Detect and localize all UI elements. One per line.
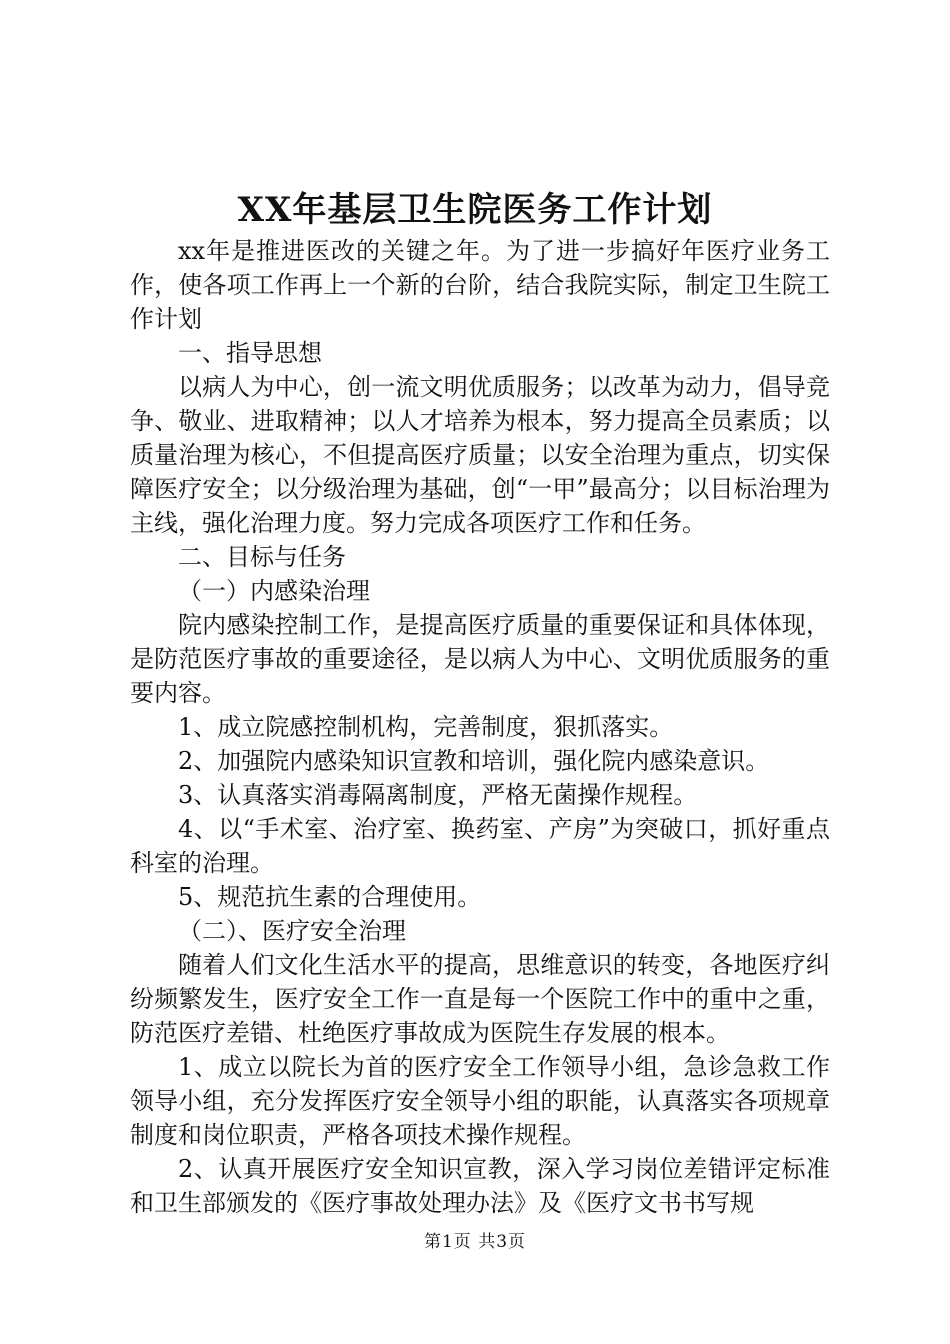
list-item: 3、认真落实消毒隔离制度，严格无菌操作规程。 — [178, 781, 698, 809]
heading-goals-tasks: 二、目标与任务 — [178, 543, 346, 571]
list-item: 1、成立院感控制机构，完善制度，狠抓落实。 — [178, 713, 674, 741]
page-title: XX年基层卫生院医务工作计划 — [237, 190, 713, 230]
paragraph-infection-control: 院内感染控制工作，是提高医疗质量的重要保证和具体体现，是防范医疗事故的重要途径，是以病人为中心、文明优质服务的重要内容。 — [130, 611, 830, 707]
list-item: 1、成立以院长为首的医疗安全工作领导小组，急诊急救工作领导小组，充分发挥医疗安全领导小组的职能，认真落实各项规章制度和岗位职责，严格各项技术操作规程。 — [130, 1053, 830, 1149]
subheading-infection-control: （一）内感染治理 — [178, 577, 370, 605]
list-item: 4、以“手术室、治疗室、换药室、产房”为突破口，抓好重点科室的治理。 — [130, 815, 830, 877]
paragraph-guiding-thought: 以病人为中心，创一流文明优质服务；以改革为动力，倡导竞争、敬业、进取精神；以人才培养为根本，努力提高全员素质；以质量治理为核心，不但提高医疗质量；以安全治理为重点，切实保障医疗安全；以分级治理为基础，创“一甲”最高分；以目标治理为主线，强化治理力度。努力完成各项医疗工作和任务。 — [130, 373, 830, 537]
list-item: 2、认真开展医疗安全知识宣教，深入学习岗位差错评定标准和卫生部颁发的《医疗事故处理办法》及《医疗文书书写规 — [130, 1155, 830, 1217]
list-item: 5、规范抗生素的合理使用。 — [178, 883, 482, 911]
paragraph-medical-safety: 随着人们文化生活水平的提高，思维意识的转变，各地医疗纠纷频繁发生，医疗安全工作一直是每一个医院工作中的重中之重，防范医疗差错、杜绝医疗事故成为医院生存发展的根本。 — [130, 951, 830, 1047]
list-item: 2、加强院内感染知识宣教和培训，强化院内感染意识。 — [178, 747, 770, 775]
document-body — [130, 234, 830, 1220]
page-number-footer: 第1页 共3页 — [423, 1232, 527, 1252]
paragraph-intro: xx年是推进医改的关键之年。为了进一步搞好年医疗业务工作，使各项工作再上一个新的台阶，结合我院实际，制定卫生院工作计划 — [130, 237, 830, 333]
subheading-medical-safety: （二）、医疗安全治理 — [178, 917, 406, 945]
heading-guiding-thought: 一、指导思想 — [178, 339, 322, 367]
